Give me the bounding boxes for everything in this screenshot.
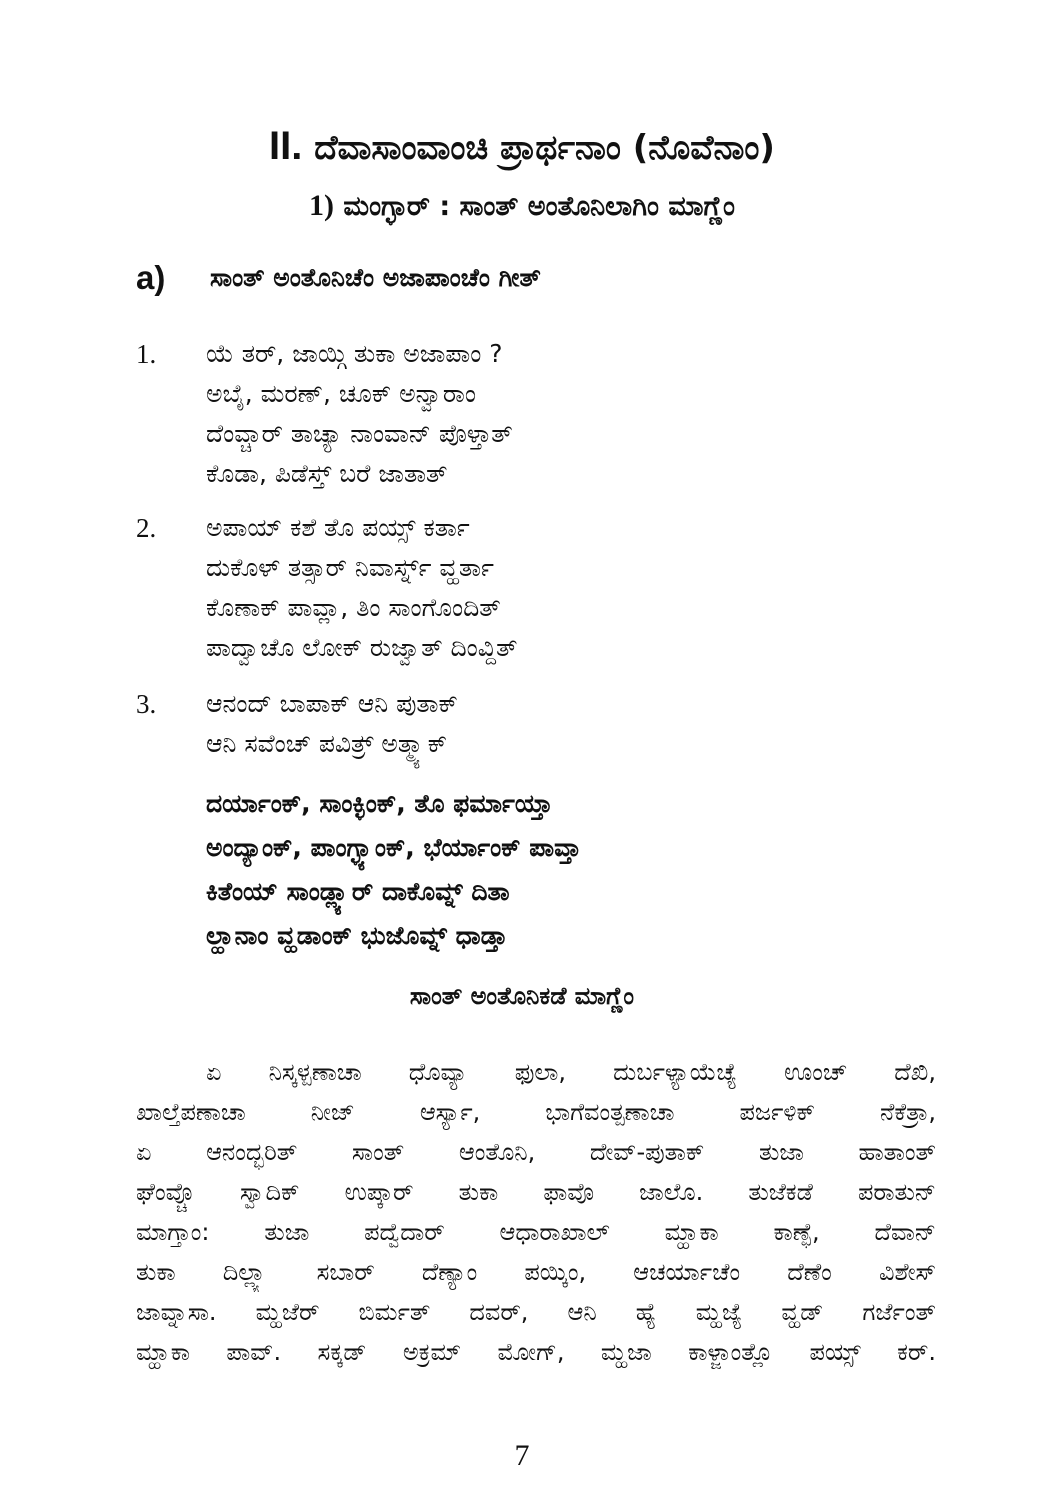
verse-line: ಆನಿ ಸವೆಂಚ್ ಪವಿತ್ರ್ ಅತ್ಮ್ಯಾಕ್ (206, 729, 448, 758)
chorus-line: ಕಿತೆಂಯ್ ಸಾಂಡ್ಲ್ಯಾರ್ ದಾಕೊವ್ನ್ ದಿತಾ (206, 877, 510, 906)
stanza-number: 3. (136, 689, 157, 719)
stanza-lines (206, 508, 517, 668)
stanza-number: 2. (136, 513, 157, 543)
chorus (206, 782, 581, 958)
verse-line: ಪಾದ್ವಾಚೊ ಲೋಕ್ ರುಜ್ವಾತ್ ದಿಂವ್ದಿತ್ (206, 633, 518, 662)
stanza-number: 1. (136, 339, 157, 369)
verse-line: ದೆಂವ್ಚಾರ್ ತಾಚ್ಯಾ ನಾಂವಾನ್ ಪೊಳ್ತಾತ್ (206, 419, 513, 448)
verse-line: ಆನಂದ್ ಬಾಪಾಕ್ ಆನಿ ಪುತಾಕ್ (206, 689, 458, 718)
paragraph-line: ಮ್ಹಾಕಾ ಪಾವ್. ಸಕ್ಕಡ್ ಅಕ್ರಮ್ ಮೋಗ್, ಮ್ಹಜಾ ಕಾಳ್ಜಾಂತ್ಲೊ ಪಯ್ಸ್ ಕರ್. (136, 1338, 936, 1366)
page-title (0, 122, 1044, 172)
stanza-lines (206, 334, 513, 494)
chapter-roman-numeral: II. (269, 124, 303, 168)
paragraph-line: ಏ ಆನಂದ್ಭರಿತ್ ಸಾಂತ್ ಆಂತೊನಿ, ದೇವ್-ಪುತಾಕ್ ತುಜಾ ಹಾತಾಂತ್ (136, 1138, 936, 1166)
paragraph-line: ಮಾಗ್ತಾಂ: ತುಜಾ ಪದ್ವೆದಾರ್ ಆಧಾರಾಖಾಲ್ ಮ್ಹಾಕಾ ಕಾಣ್ಫೆ, ದೆವಾನ್ (136, 1218, 936, 1246)
subtitle-number: 1) (309, 189, 334, 222)
verse-line: ಅಪಾಯ್ ಕಶೆ ತೊ ಪಯ್ಸ್ ಕರ್ತಾ (206, 513, 470, 542)
stanza-lines (206, 684, 458, 764)
verse-line: ಯೆ ತರ್, ಜಾಯ್ಗಿ ತುಕಾ ಅಜಾಪಾಂ ? (206, 339, 503, 368)
chapter-title-text: ದೆವಾಸಾಂವಾಂಚಿ ಪ್ರಾರ್ಥನಾಂ (ನೊವೆನಾಂ) (314, 128, 775, 168)
paragraph-line: ಘೆಂವ್ಚೊ ಸ್ವಾದಿಕ್ ಉಪ್ಕಾರ್ ತುಕಾ ಫಾವೊ ಜಾಲೊ. ತುಜೆಕಡೆ ಪರಾತುನ್ (136, 1178, 936, 1206)
section-subtitle (0, 186, 1044, 227)
chorus-line: ದರ್ಯಾಂಕ್, ಸಾಂಕ್ಳಿಂಕ್, ತೊ ಫರ್ಮಾಯ್ತಾ (206, 789, 553, 818)
prayer-paragraph (136, 1052, 936, 1372)
paragraph-line: ತುಕಾ ದಿಲ್ಲ್ಯಾ ಸಬಾರ್ ದೆಣ್ಯಾಂ ಪಯ್ಕಿಂ, ಆಚರ್ಯಾಚೆಂ ದೆಣೆಂ ವಿಶೇಸ್ (136, 1258, 936, 1286)
page-number: 7 (514, 1439, 530, 1472)
subtitle-text: ಮಂಗ್ಳಾರ್ : ಸಾಂತ್ ಅಂತೊನಿಲಾಗಿಂ ಮಾಗ್ಣೆಂ (343, 191, 735, 222)
verse-line: ಕೊಡಾ, ಪಿಡೆಸ್ತ್ ಬರೆ ಜಾತಾತ್ (206, 459, 448, 488)
prayer-heading: ಸಾಂತ್ ಅಂತೊನಿಕಡೆ ಮಾಗ್ಣೆಂ (409, 982, 635, 1010)
section-heading: ಸಾಂತ್ ಅಂತೊನಿಚೆಂ ಅಜಾಪಾಂಚೆಂ ಗೀತ್ (210, 263, 541, 292)
verse-line: ದುಕೊಳ್ ತತ್ಸಾರ್ ನಿವಾರ್ಸ್ನ್ ವ್ಹರ್ತಾ (206, 553, 494, 582)
chorus-line: ಲ್ಹಾನಾಂ ವ್ಹಡಾಂಕ್ ಭುಜೊವ್ನ್ ಧಾಡ್ತಾ (206, 921, 508, 950)
verse-line: ಕೊಣಾಕ್ ಪಾವ್ಲಾ, ತಿಂ ಸಾಂಗೊಂದಿತ್ (206, 593, 501, 622)
chorus-line: ಅಂದ್ಯಾಂಕ್, ಪಾಂಗ್ಳ್ಯಾಂಕ್, ಭೆರ್ಯಾಂಕ್ ಪಾವ್ತಾ (206, 833, 582, 862)
paragraph-line: ಏ ನಿಸ್ಕಳ್ಪಣಾಚಾ ಧೊವ್ಯಾ ಫುಲಾ, ದುರ್ಬಳ್ಯಾಯೆಚ್ಯೆ ಊಂಚ್ ದೆಖಿ, (206, 1058, 936, 1086)
section-marker: a) (136, 259, 166, 296)
paragraph-line: ಜಾವ್ನಾಸಾ. ಮ್ಹಜೆರ್ ಬಿರ್ಮತ್ ದವರ್, ಆನಿ ಹ್ಯೆ ಮ್ಹಜ್ಯೆ ವ್ಹಡ್ ಗರ್ಜೆಂತ್ (136, 1298, 936, 1326)
paragraph-line: ಖಾಲ್ತೆಪಣಾಚಾ ನೀಜ್ ಆರ್ಸ್ಯಾ, ಭಾಗೆವಂತ್ಪಣಾಚಾ ಪರ್ಜಳಿಕ್ ನೆಕೆತ್ರಾ, (136, 1098, 936, 1126)
verse-line: ಅಬೈ, ಮರಣ್, ಚೂಕ್ ಅನ್ವಾರಾಂ (206, 379, 476, 408)
